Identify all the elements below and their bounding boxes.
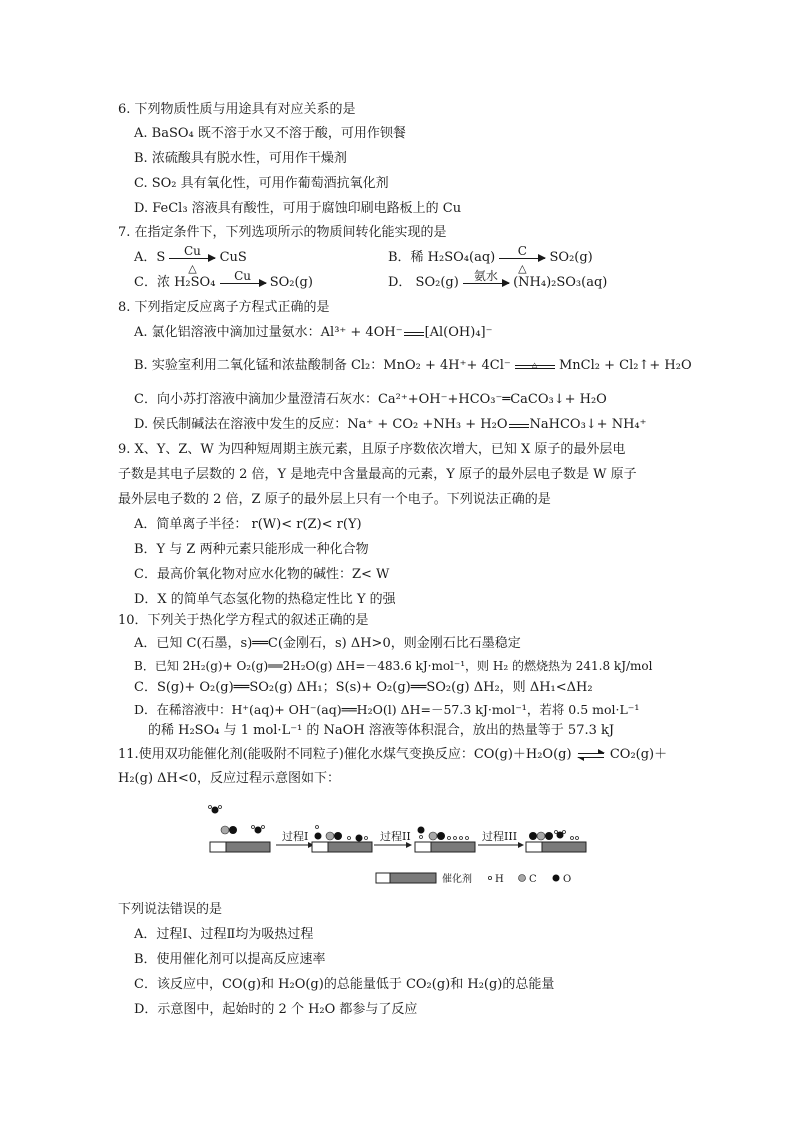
legend-o: O [563,874,572,885]
q8-option-b [134,357,692,375]
q8-d-left: D. 侯氏制碱法在溶液中发生的反应：Na⁺ + CO₂ +NH₃ + H₂O [134,417,508,432]
equilibrium-arrow [576,746,606,764]
heat-equals-sign [515,357,555,375]
q7-b-product: SO₂(g) [549,250,593,265]
q6-option-c: C. SO₂ 具有氧化性，可用作葡萄酒抗氧化剂 [134,176,389,191]
q8-option-c: C．向小苏打溶液中滴加少量澄清石灰水：Ca²⁺+OH⁻+HCO₃⁻═CaCO₃↓+ H₂O [134,392,607,407]
q11-question: 下列说法错误的是 [118,902,223,917]
q11-option-c: C．该反应中，CO(g)和 H₂O(g)的总能量低于 CO₂(g)和 H₂(g)的总能量 [134,977,555,992]
q11-stem-line2: H₂(g) ΔH<0，反应过程示意图如下： [118,771,341,786]
q7-option-a [134,244,247,275]
q10-option-c: C．S(g)+ O₂(g)══SO₂(g) ΔH₁；S(s)+ O₂(g)══SO₂(g) ΔH₂，则 ΔH₁<ΔH₂ [134,680,593,695]
stage-4 [526,831,586,853]
stage-3 [415,827,475,853]
reaction-arrow [169,244,215,275]
reaction-arrow [463,269,509,292]
q7-d-product: (NH₄)₂SO₃(aq) [513,275,608,290]
arrow-condition: 氨水 [473,269,498,283]
q10-option-b: B．已知 2H₂(g)+ O₂(g)══2H₂O(g) ΔH=－483.6 kJ·mol⁻¹，则 H₂ 的燃烧热为 241.8 kJ/mol [134,659,653,673]
q8-stem: 8. 下列指定反应离子方程式正确的是 [118,300,330,315]
q8-option-d [134,416,646,434]
q6-option-b: B. 浓硫酸具有脱水性，可用作干燥剂 [134,151,347,166]
q9-option-b: B．Y 与 Z 两种元素只能形成一种化合物 [134,542,369,557]
q7-option-c [134,269,313,292]
arrow-heat: △ [188,262,197,275]
arrow-condition: Cu [234,269,251,283]
q10-option-d-line2: 的稀 H₂SO₄ 与 1 mol·L⁻¹ 的 NaOH 溶液等体积混合，放出的热量等于 57.3 kJ [148,723,615,738]
q10-stem: 10．下列关于热化学方程式的叙述正确的是 [118,613,369,628]
q8-option-a [134,324,492,342]
q8-b-left: B. 实验室利用二氧化锰和浓盐酸制备 Cl₂：MnO₂ + 4H⁺+ 4Cl⁻ [134,358,511,373]
q11-option-a: A．过程Ⅰ、过程Ⅱ均为吸热过程 [134,927,314,942]
q9-option-a: A．简单离子半径： r(W)< r(Z)< r(Y) [134,517,362,532]
q7-option-b [388,244,593,275]
q6-option-a: A. BaSO₄ 既不溶于水又不溶于酸，可用作钡餐 [134,126,406,141]
diagram-legend [376,872,571,885]
stage-1 [209,806,271,853]
q8-a-right: [Al(OH)₄]⁻ [424,325,493,340]
reaction-arrow [499,244,545,275]
q9-option-c: C．最高价氧化物对应水化物的碱性：Z< W [134,567,390,582]
process-3-label: 过程III [482,830,518,843]
q7-stem: 7. 在指定条件下，下列选项所示的物质间转化能实现的是 [118,225,447,240]
q7-d-reactant: D． SO₂(g) [388,275,459,290]
legend-h: H [495,874,504,885]
q6-option-d: D. FeCl₃ 溶液具有酸性，可用于腐蚀印刷电路板上的 Cu [134,201,462,216]
reaction-process-diagram [200,800,600,890]
q9-option-d: D．X 的简单气态氢化物的热稳定性比 Y 的强 [134,592,396,607]
q9-stem-line2: 子数是其电子层数的 2 倍，Y 是地壳中含量最高的元素，Y 原子的最外层电子数是 W 原子 [118,467,637,482]
q7-option-d [388,269,608,292]
arrow-condition: Cu [183,244,201,258]
q8-a-left: A. 氯化铝溶液中滴加过量氨水：Al³⁺ + 4OH⁻ [134,325,403,340]
q11-stem-left: 11.使用双功能催化剂(能吸附不同粒子)催化水煤气变换反应：CO(g)＋H₂O(g) [118,747,572,762]
legend-c: C [529,874,537,885]
q11-option-d: D．示意图中，起始时的 2 个 H₂O 都参与了反应 [134,1002,418,1017]
q7-a-reactant: A．S [134,250,166,265]
equals-sign [403,324,425,342]
q9-stem-line1: 9. X、Y、Z、W 为四种短周期主族元素，且原子序数依次增大，已知 X 原子的最外层电 [118,442,626,457]
q8-d-right: NaHCO₃↓+ NH₄⁺ [529,417,647,432]
equals-sign [508,416,530,434]
q6-stem: 6. 下列物质性质与用途具有对应关系的是 [118,102,356,117]
q11-option-b: B．使用催化剂可以提高反应速率 [134,952,326,967]
q9-stem-line3: 最外层电子数的 2 倍，Z 原子的最外层上只有一个电子。下列说法正确的是 [118,492,551,507]
q8-b-right: MnCl₂ + Cl₂↑+ H₂O [559,358,692,373]
process-1-label: 过程I [282,830,309,843]
q7-c-product: SO₂(g) [269,275,313,290]
q7-c-reactant: C．浓 H₂SO₄ [134,275,216,290]
q10-option-d-line1: D．在稀溶液中：H⁺(aq)+ OH⁻(aq)══H₂O(l) ΔH=－57.3 kJ·mol⁻¹，若将 0.5 mol·L⁻¹ [134,702,640,717]
q7-a-product: CuS [219,250,247,265]
q10-option-a: A．已知 C(石墨，s)══C(金刚石，s) ΔH>0，则金刚石比石墨稳定 [134,636,521,651]
reaction-arrow [220,269,266,292]
q7-b-reactant: B．稀 H₂SO₄(aq) [388,250,496,265]
process-2-label: 过程II [380,830,411,843]
q11-stem-line1 [118,746,667,764]
q11-stem-right: CO₂(g)＋ [609,747,668,762]
stage-2 [312,826,372,853]
arrow-condition: C [517,244,527,258]
arrow-heat: △ [518,262,527,275]
legend-catalyst: 催化剂 [442,874,472,885]
